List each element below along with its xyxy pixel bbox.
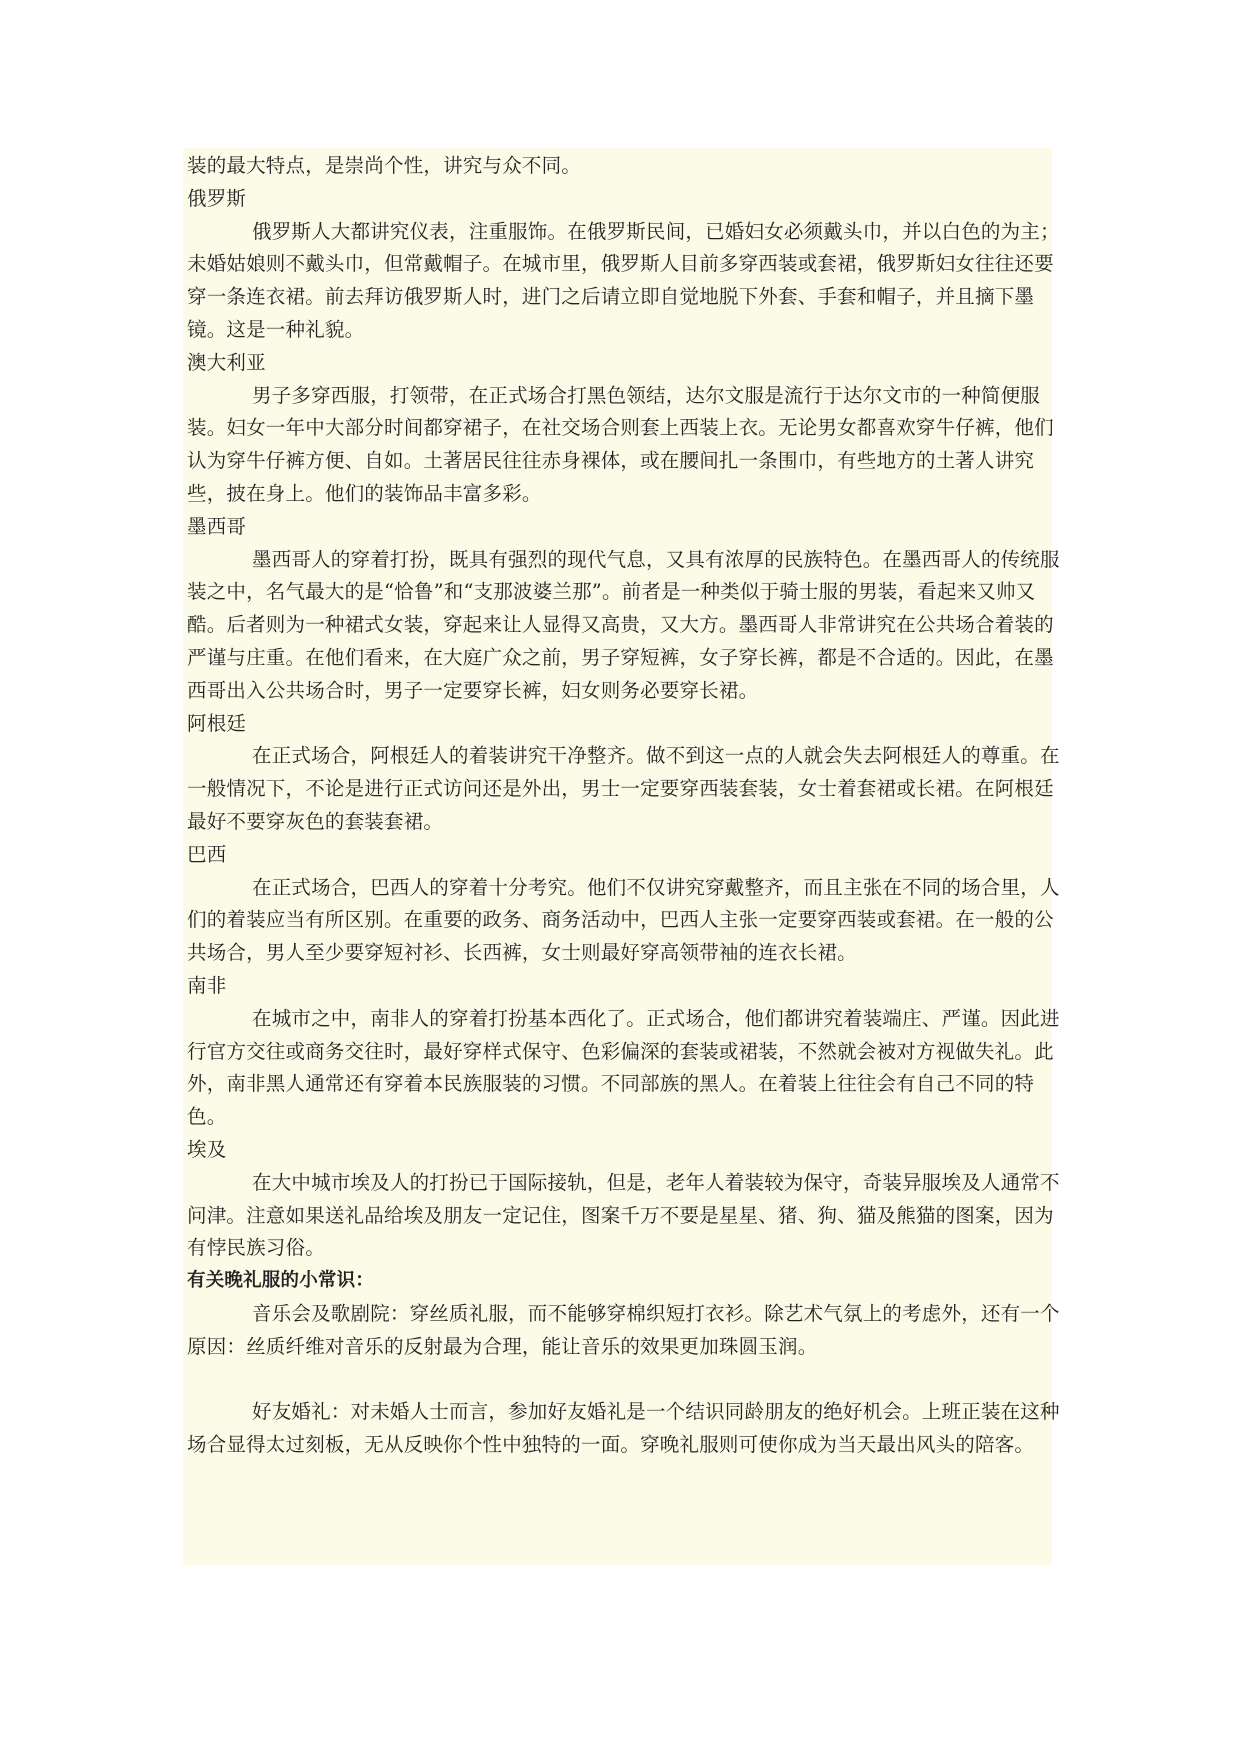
tip-concert: 音乐会及歌剧院：穿丝质礼服，而不能够穿棉织短打衣衫。除艺术气氛上的考虑外，还有一个原因：丝质纤维对音乐的反射最为合理，能让音乐的效果更加珠圆玉润。	[187, 1301, 1060, 1358]
section-text-mexico: 墨西哥人的穿着打扮，既具有强烈的现代气息，又具有浓厚的民族特色。在墨西哥人的传统服装之中，名气最大的是“恰鲁”和“支那波婆兰那”。前者是一种类似于骑士服的男装，看起来又帅又酷。后者则为一种裙式女装，穿起来让人显得又高贵，又大方。墨西哥人非常讲究在公共场合着装的严谨与庄重。在他们看来，在大庭广众之前，男子穿短裤，女子穿长裤，都是不合适的。因此，在墨西哥出入公共场合时，男子一定要穿长裤，妇女则务必要穿长裙。	[187, 547, 1060, 702]
section-title-russia: 俄罗斯	[187, 186, 247, 210]
section-text-russia: 俄罗斯人大都讲究仪表，注重服饰。在俄罗斯民间，已婚妇女必须戴头巾，并以白色的为主；未婚姑娘则不戴头巾，但常戴帽子。在城市里，俄罗斯人目前多穿西装或套裙，俄罗斯妇女往往还要穿一条连衣裙。前去拜访俄罗斯人时，进门之后请立即自觉地脱下外套、手套和帽子，并且摘下墨镜。这是一种礼貌。	[187, 219, 1060, 341]
section-text-brazil: 在正式场合，巴西人的穿着十分考究。他们不仅讲究穿戴整齐，而且主张在不同的场合里，人们的着装应当有所区别。在重要的政务、商务活动中，巴西人主张一定要穿西装或套裙。在一般的公共场合，男人至少要穿短衬衫、长西裤，女士则最好穿高领带袖的连衣长裙。	[187, 875, 1060, 965]
section-text-argentina: 在正式场合，阿根廷人的着装讲究干净整齐。做不到这一点的人就会失去阿根廷人的尊重。在一般情况下，不论是进行正式访问还是外出，男士一定要穿西装套装，女士着套裙或长裙。在阿根廷最好不要穿灰色的套装套裙。	[187, 744, 1060, 833]
section-title-australia: 澳大利亚	[187, 350, 266, 374]
document-body	[187, 150, 1067, 1462]
section-title-brazil: 巴西	[187, 842, 227, 866]
section-text-egypt: 在大中城市埃及人的打扮已于国际接轨，但是，老年人着装较为保守，奇装异服埃及人通常不问津。注意如果送礼品给埃及朋友一定记住，图案千万不要是星星、猪、狗、猫及熊猫的图案，因为有悖民族习俗。	[187, 1170, 1060, 1260]
tip-wedding: 好友婚礼：对未婚人士而言，参加好友婚礼是一个结识同龄朋友的绝好机会。上班正装在这种场合显得太过刻板，无从反映你个性中独特的一面。穿晚礼服则可使你成为当天最出风头的陪客。	[187, 1400, 1060, 1457]
intro-line: 装的最大特点，是崇尚个性，讲究与众不同。	[187, 154, 582, 177]
section-title-south-africa: 南非	[187, 973, 227, 997]
section-title-argentina: 阿根廷	[187, 711, 247, 735]
blank-line	[187, 1363, 1067, 1396]
section-title-mexico: 墨西哥	[187, 514, 247, 538]
section-title-egypt: 埃及	[187, 1137, 227, 1161]
section-text-australia: 男子多穿西服，打领带，在正式场合打黑色领结，达尔文服是流行于达尔文市的一种简便服装。妇女一年中大部分时间都穿裙子，在社交场合则套上西装上衣。无论男女都喜欢穿牛仔裤，他们认为穿牛仔裤方便、自如。土著居民往往赤身裸体，或在腰间扎一条围巾，有些地方的土著人讲究些，披在身上。他们的装饰品丰富多彩。	[187, 383, 1054, 505]
tips-heading: 有关晚礼服的小常识：	[187, 1270, 375, 1292]
section-text-south-africa: 在城市之中，南非人的穿着打扮基本西化了。正式场合，他们都讲究着装端庄、严谨。因此进行官方交往或商务交往时，最好穿样式保守、色彩偏深的套装或裙装，不然就会被对方视做失礼。此外，南非黑人通常还有穿着本民族服装的习惯。不同部族的黑人。在着装上往往会有自己不同的特色。	[187, 1006, 1060, 1129]
